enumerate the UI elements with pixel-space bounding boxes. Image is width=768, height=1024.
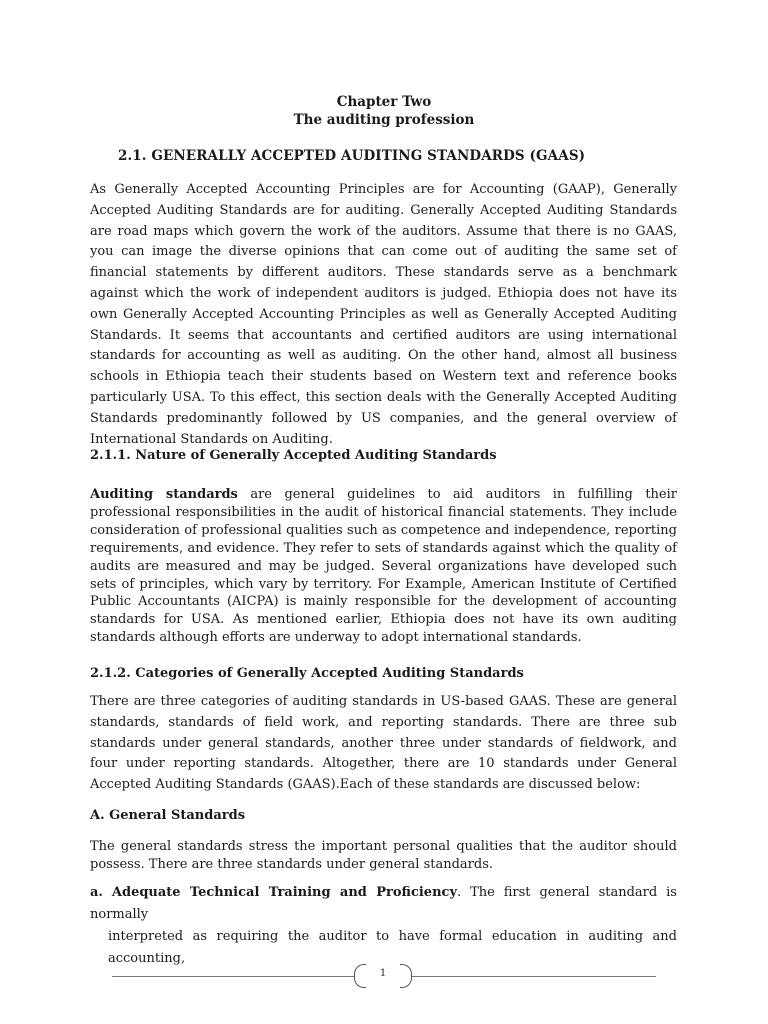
footer-rule-right	[412, 976, 656, 977]
footer-bracket-right	[400, 964, 412, 988]
general-standards-paragraph: The general standards stress the important personal qualities that the auditor should possess. There are three standards under general standards.	[90, 839, 677, 872]
nature-heading: 2.1.1. Nature of Generally Accepted Auditing Standards	[90, 448, 497, 463]
section-heading: 2.1. GENERALLY ACCEPTED AUDITING STANDARDS (GAAS)	[118, 148, 586, 164]
general-standards-heading: A. General Standards	[90, 808, 246, 823]
footer-rule-left	[112, 976, 354, 977]
list-item-marker: a.	[90, 885, 103, 900]
auditing-standards-term: Auditing standards	[90, 487, 238, 502]
list-item-continuation: interpreted as requiring the auditor to have formal education in auditing and accounting,	[108, 929, 677, 966]
categories-heading: 2.1.2. Categories of Generally Accepted Auditing Standards	[90, 666, 524, 681]
chapter-label: Chapter Two	[336, 94, 432, 110]
list-item-term: Adequate Technical Training and Proficiency	[111, 885, 457, 900]
footer-bracket-left	[354, 964, 366, 988]
categories-paragraph: There are three categories of auditing standards in US-based GAAS. These are general standards, standards of field work, and reporting standards. There are three sub standards under general standards, another three under standards of fieldwork, and four under reporting standards. Altogether, there are 10 standards under General Accepted Auditing Standards (GAAS).Each of these standards are discussed below:	[90, 694, 677, 793]
intro-paragraph: As Generally Accepted Accounting Principles are for Accounting (GAAP), Generally Accepted Auditing Standards are for auditing. Generally Accepted Auditing Standards are road maps which govern the work of the auditors. Assume that there is no GAAS, you can image the diverse opinions that can come out of auditing the same set of financial statements by different auditors. These standards serve as a benchmark against which the work of independent auditors is judged. Ethiopia does not have its own Generally Accepted Accounting Principles as well as Generally Accepted Auditing Standards. It seems that accountants and certified auditors are using international standards for accounting as well as auditing. On the other hand, almost all business schools in Ethiopia teach their students based on Western text and reference books particularly USA. To this effect, this section deals with the Generally Accepted Auditing Standards predominantly followed by US companies, and the general overview of International Standards on Auditing.	[90, 182, 677, 447]
nature-body: are general guidelines to aid auditors in fulfilling their professional responsibilities in the audit of historical financial statements. They include consideration of professional qualities such as competence and independence, reporting requirements, and evidence. They refer to sets of standards against which the quality of audits are measured and may be judged. Several organizations have developed such sets of principles, which vary by territory. For Example, American Institute of Certified Public Accountants (AICPA) is mainly responsible for the development of accounting standards for USA. As mentioned earlier, Ethiopia does not have its own auditing standards although efforts are underway to adopt international standards.	[90, 487, 677, 646]
list-item	[90, 882, 677, 970]
list-item-first-line: . The first general standard is normally	[90, 885, 677, 922]
nature-paragraph	[90, 486, 677, 647]
page-number: 1	[379, 968, 387, 979]
chapter-title: The auditing profession	[293, 112, 475, 128]
chapter-heading	[0, 93, 768, 129]
